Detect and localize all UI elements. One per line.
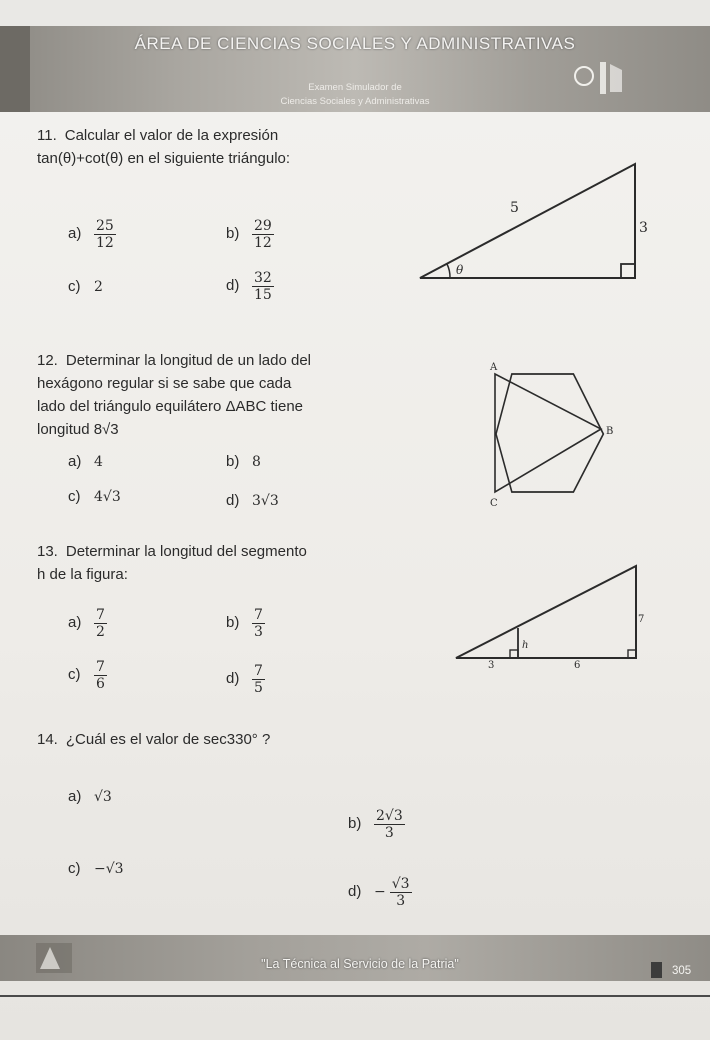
question-number: 13. xyxy=(37,543,58,560)
option-value: 3√3 xyxy=(252,493,279,509)
fraction-numerator: 25 xyxy=(96,218,114,234)
fraction-numerator: 29 xyxy=(254,218,272,234)
q13-option-b[interactable] xyxy=(226,607,265,640)
footer-emblem-icon xyxy=(30,939,80,977)
fraction-denominator: 3 xyxy=(254,624,263,640)
option-fraction xyxy=(94,607,107,640)
header-subtitle-line1: Examen Simulador de xyxy=(308,82,402,93)
fraction-numerator: 7 xyxy=(254,607,263,623)
question-text: Determinar la longitud de un lado del hexágono regular si se sabe que cada lado del triángulo equilátero ΔABC tiene longitud 8√3 xyxy=(37,352,312,438)
top-strip xyxy=(0,0,710,27)
option-value: −√3 xyxy=(94,861,124,877)
footer-marker-icon xyxy=(650,961,664,979)
option-label: c) xyxy=(68,278,81,295)
q12-option-c[interactable] xyxy=(68,488,121,505)
q14-option-d[interactable] xyxy=(348,876,412,909)
fraction-numerator: 7 xyxy=(254,663,263,679)
option-value: 4 xyxy=(94,454,103,470)
question-13 xyxy=(37,540,317,586)
question-12 xyxy=(37,349,317,441)
header-title: ÁREA DE CIENCIAS SOCIALES Y ADMINISTRATIVAS xyxy=(134,34,576,53)
question-number: 11. xyxy=(37,127,57,144)
fraction-numerator: 7 xyxy=(96,659,105,675)
institution-logo-icon xyxy=(570,56,630,100)
hypotenuse-label: 5 xyxy=(510,200,519,216)
option-value: 8 xyxy=(252,454,261,470)
option-label: c) xyxy=(68,860,81,877)
fraction-numerator: 32 xyxy=(254,270,272,286)
q14-option-c[interactable] xyxy=(68,860,124,877)
header-subtitle-line2: Ciencias Sociales y Administrativas xyxy=(280,96,430,107)
fraction-denominator: 3 xyxy=(396,893,406,909)
option-fraction xyxy=(94,659,107,692)
q12-option-d[interactable] xyxy=(226,492,279,509)
q12-hexagon-figure xyxy=(480,356,620,512)
fraction-denominator: 15 xyxy=(254,287,272,303)
fraction-denominator: 2 xyxy=(96,624,105,640)
option-label: a) xyxy=(68,225,82,243)
segment-six-label: 6 xyxy=(574,660,581,671)
question-number: 12. xyxy=(37,352,58,369)
fraction-numerator: 7 xyxy=(96,607,105,623)
side-label: 3 xyxy=(639,220,648,236)
fraction-denominator: 3 xyxy=(384,825,394,841)
side-seven-label: 7 xyxy=(638,614,645,625)
q14-option-b[interactable] xyxy=(348,808,405,841)
option-label: d) xyxy=(226,492,240,509)
option-label: a) xyxy=(68,788,82,805)
option-label: b) xyxy=(226,225,240,243)
q12-option-a[interactable] xyxy=(68,453,103,470)
option-fraction xyxy=(252,218,274,251)
fraction-denominator: 6 xyxy=(96,676,105,692)
option-label: a) xyxy=(68,453,82,470)
vertex-c-label: C xyxy=(490,498,498,509)
option-value: √3 xyxy=(94,789,112,805)
page-header xyxy=(0,26,710,112)
option-label: d) xyxy=(348,883,362,901)
option-value: 2 xyxy=(94,279,103,295)
q12-option-b[interactable] xyxy=(226,453,261,470)
q11-option-a[interactable] xyxy=(68,218,116,251)
height-h-label: h xyxy=(522,640,529,651)
q11-right-triangle-figure xyxy=(410,150,650,290)
question-11 xyxy=(37,124,317,170)
question-text: ¿Cuál es el valor de sec330° ? xyxy=(65,731,271,748)
option-sign: − xyxy=(374,884,386,901)
option-label: b) xyxy=(226,453,240,470)
fraction-denominator: 5 xyxy=(254,680,263,696)
option-fraction xyxy=(94,218,116,251)
option-label: b) xyxy=(348,815,362,833)
option-fraction xyxy=(252,607,265,640)
vertex-b-label: B xyxy=(606,426,614,437)
vertex-a-label: A xyxy=(490,362,498,373)
option-fraction xyxy=(252,663,265,696)
q13-triangle-height-figure xyxy=(450,560,650,680)
option-label: b) xyxy=(226,614,240,632)
question-number: 14. xyxy=(37,731,58,748)
option-label: d) xyxy=(226,277,240,295)
page-number: 305 xyxy=(672,965,692,977)
footer-divider xyxy=(0,995,710,997)
q13-option-a[interactable] xyxy=(68,607,107,640)
q13-option-d[interactable] xyxy=(226,663,265,696)
option-fraction xyxy=(374,808,405,841)
option-value: 4√3 xyxy=(94,489,121,505)
q11-option-d[interactable] xyxy=(226,270,274,303)
question-text: Calcular el valor de la expresión tan(θ)+cot(θ) en el siguiente triángulo: xyxy=(37,127,291,167)
segment-three-label: 3 xyxy=(488,660,495,671)
option-label: a) xyxy=(68,614,82,632)
q11-option-b[interactable] xyxy=(226,218,274,251)
question-14 xyxy=(37,728,357,751)
page-footer xyxy=(0,935,710,981)
option-fraction xyxy=(390,876,412,909)
q11-option-c[interactable] xyxy=(68,278,103,295)
question-text: Determinar la longitud del segmento h de la figura: xyxy=(37,543,307,583)
option-label: d) xyxy=(226,670,240,688)
fraction-denominator: 12 xyxy=(96,235,114,251)
fraction-numerator: √3 xyxy=(391,876,410,892)
option-label: c) xyxy=(68,666,81,684)
footer-motto: "La Técnica al Servicio de la Patria" xyxy=(261,957,459,971)
fraction-denominator: 12 xyxy=(254,235,272,251)
option-label: c) xyxy=(68,488,81,505)
q14-option-a[interactable] xyxy=(68,788,112,805)
option-fraction xyxy=(252,270,274,303)
fraction-numerator: 2√3 xyxy=(376,808,403,824)
q13-option-c[interactable] xyxy=(68,659,107,692)
angle-theta-label: θ xyxy=(456,263,464,277)
